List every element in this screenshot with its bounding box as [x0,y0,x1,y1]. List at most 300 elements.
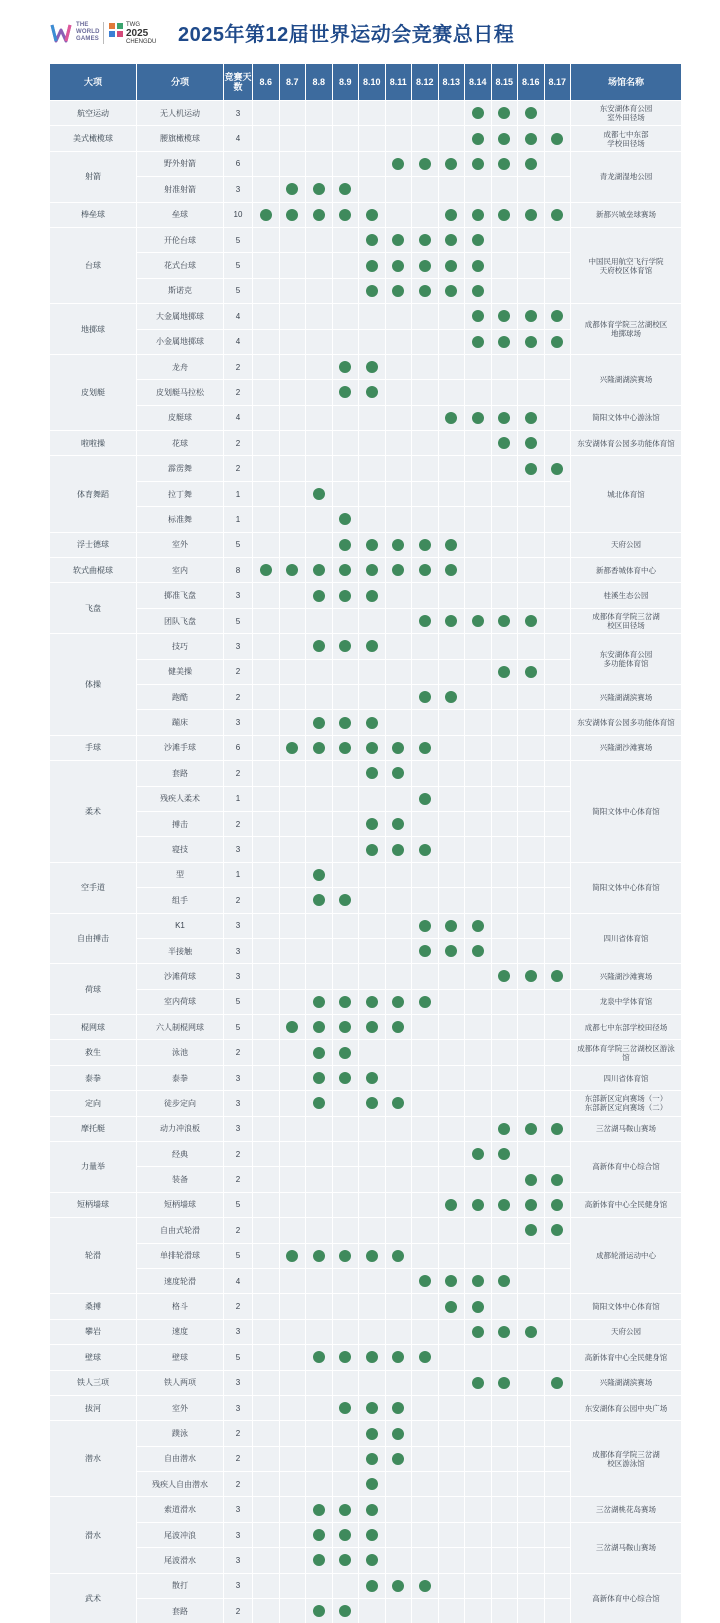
date-cell [306,1320,332,1344]
discipline-cell: 尾波滑水 [137,1548,223,1572]
date-cell [492,1472,518,1496]
sport-cell: 摩托艇 [50,1117,136,1141]
competition-day-dot [339,1402,351,1414]
date-cell [359,863,385,887]
days-cell: 3 [224,1371,252,1395]
competition-day-dot [313,869,325,881]
date-cell [439,863,465,887]
date-cell [333,456,359,480]
date-cell [545,1142,571,1166]
date-cell [492,609,518,633]
date-cell [386,1472,412,1496]
competition-day-dot [525,1174,537,1186]
date-cell [518,914,544,938]
date-cell [253,1142,279,1166]
date-cell [306,456,332,480]
date-cell [280,863,306,887]
date-cell [439,406,465,430]
date-cell [439,482,465,506]
chengdu-logo-top: TWG [126,22,140,28]
competition-day-dot [366,640,378,652]
date-cell [518,507,544,531]
date-cell [439,1497,465,1521]
competition-day-dot [339,361,351,373]
competition-day-dot [525,209,537,221]
days-cell: 2 [224,1472,252,1496]
date-cell [465,1345,491,1369]
date-cell [465,507,491,531]
date-cell [280,330,306,354]
date-cell [518,1574,544,1598]
date-cell [412,609,438,633]
competition-day-dot [392,844,404,856]
date-cell [386,253,412,277]
date-cell [465,1142,491,1166]
date-cell [545,279,571,303]
days-cell: 3 [224,1066,252,1090]
date-cell [359,126,385,150]
date-cell [386,1117,412,1141]
date-cell [359,507,385,531]
sport-cell: 泰拳 [50,1066,136,1090]
discipline-cell: 室内荷球 [137,990,223,1014]
date-cell [439,203,465,227]
competition-day-dot [366,742,378,754]
date-cell [280,1066,306,1090]
date-cell [412,1447,438,1471]
days-cell: 2 [224,1218,252,1242]
date-cell [439,1599,465,1623]
date-cell [386,228,412,252]
sport-cell: 短柄墙球 [50,1193,136,1217]
date-cell [359,431,385,455]
date-cell [253,1472,279,1496]
competition-day-dot [366,1021,378,1033]
discipline-cell: 短柄墙球 [137,1193,223,1217]
competition-day-dot [339,1504,351,1516]
venue-cell: 桂溪生态公园 [571,583,681,607]
discipline-cell: 斯诺克 [137,279,223,303]
date-cell [518,1142,544,1166]
competition-day-dot [525,412,537,424]
date-cell [465,1371,491,1395]
sport-cell: 轮滑 [50,1218,136,1293]
competition-day-dot [366,996,378,1008]
date-cell [439,1269,465,1293]
date-cell [465,1447,491,1471]
date-cell [306,1574,332,1598]
competition-day-dot [445,1199,457,1211]
date-cell [253,914,279,938]
competition-day-dot [313,564,325,576]
sport-cell: 体育舞蹈 [50,456,136,531]
discipline-cell: 尾波冲浪 [137,1523,223,1547]
date-cell [333,1574,359,1598]
date-cell [253,355,279,379]
competition-day-dot [419,945,431,957]
date-cell [280,914,306,938]
date-cell [465,1040,491,1064]
days-cell: 5 [224,253,252,277]
date-cell [359,228,385,252]
date-cell [545,1040,571,1064]
date-cell [465,914,491,938]
date-cell [518,431,544,455]
discipline-cell: 套路 [137,761,223,785]
date-cell [253,761,279,785]
date-cell [280,1396,306,1420]
date-cell [412,1269,438,1293]
date-cell [465,1294,491,1318]
date-cell [333,1015,359,1039]
date-cell [253,330,279,354]
date-cell [333,1167,359,1191]
date-cell [306,1142,332,1166]
discipline-cell: 自由潜水 [137,1447,223,1471]
date-cell [518,736,544,760]
date-cell [359,837,385,861]
date-cell [386,863,412,887]
date-cell [412,431,438,455]
date-cell [492,990,518,1014]
date-cell [545,126,571,150]
date-cell [280,1040,306,1064]
date-cell [253,177,279,201]
competition-day-dot [392,539,404,551]
date-cell [280,736,306,760]
date-cell [359,279,385,303]
competition-day-dot [472,1301,484,1313]
date-cell [412,1574,438,1598]
date-cell [306,558,332,582]
date-cell [492,939,518,963]
date-cell [465,1269,491,1293]
date-cell [253,939,279,963]
date-cell [306,812,332,836]
date-cell [492,380,518,404]
date-cell [386,1599,412,1623]
date-cell [386,558,412,582]
date-cell [306,406,332,430]
discipline-cell: 龙舟 [137,355,223,379]
date-cell [492,634,518,658]
date-cell [412,152,438,176]
venue-cell: 中国民用航空飞行学院 天府校区体育馆 [571,228,681,303]
days-cell: 2 [224,1294,252,1318]
date-cell [333,787,359,811]
competition-day-dot [525,615,537,627]
date-cell [280,1142,306,1166]
date-cell [465,228,491,252]
date-cell [492,1142,518,1166]
date-cell [518,583,544,607]
date-cell [412,1320,438,1344]
date-cell [465,203,491,227]
date-cell [545,888,571,912]
date-cell [333,812,359,836]
competition-day-dot [366,767,378,779]
date-cell [412,558,438,582]
competition-day-dot [313,1021,325,1033]
date-cell [280,964,306,988]
date-cell [306,710,332,734]
venue-cell: 四川省体育馆 [571,914,681,964]
date-cell [492,837,518,861]
date-cell [439,456,465,480]
date-cell [306,431,332,455]
date-cell [545,1447,571,1471]
date-cell [492,1294,518,1318]
date-cell [333,431,359,455]
competition-day-dot [525,158,537,170]
competition-day-dot [551,336,563,348]
date-cell [333,634,359,658]
competition-day-dot [472,336,484,348]
date-cell [359,1371,385,1395]
date-cell [333,1218,359,1242]
date-cell [333,558,359,582]
date-cell [545,1066,571,1090]
days-cell: 1 [224,787,252,811]
date-cell [253,482,279,506]
date-cell [465,761,491,785]
date-cell [359,609,385,633]
date-cell [359,914,385,938]
competition-day-dot [525,1224,537,1236]
venue-cell: 兴隆湖湖滨赛场 [571,685,681,709]
date-cell [386,533,412,557]
date-cell [386,380,412,404]
venue-cell: 简阳文体中心体育馆 [571,1294,681,1318]
competition-day-dot [313,742,325,754]
discipline-cell: K1 [137,914,223,938]
date-cell [545,812,571,836]
date-cell [465,1091,491,1115]
date-cell [412,761,438,785]
date-cell [306,1244,332,1268]
date-cell [306,1345,332,1369]
competition-day-dot [392,564,404,576]
competition-day-dot [445,1301,457,1313]
chengdu-logo-text [126,22,156,46]
discipline-cell: 室内 [137,558,223,582]
days-cell: 3 [224,634,252,658]
world-games-logo-text: THE WORLD GAMES [76,22,100,42]
competition-day-dot [366,1554,378,1566]
date-cell [518,837,544,861]
competition-day-dot [366,260,378,272]
date-cell [545,1396,571,1420]
competition-day-dot [445,285,457,297]
competition-day-dot [286,1021,298,1033]
competition-day-dot [313,1072,325,1084]
date-cell [465,152,491,176]
competition-day-dot [260,564,272,576]
date-cell [518,710,544,734]
competition-day-dot [551,1123,563,1135]
date-cell [492,1269,518,1293]
date-cell [412,1066,438,1090]
date-cell [545,304,571,328]
date-cell [359,1472,385,1496]
date-cell [545,939,571,963]
competition-day-dot [286,1250,298,1262]
date-cell [333,1523,359,1547]
sport-cell: 软式曲棍球 [50,558,136,582]
date-cell [359,787,385,811]
date-cell [492,1218,518,1242]
date-cell [306,1523,332,1547]
date-cell [386,1294,412,1318]
date-cell [412,1472,438,1496]
sport-cell: 棒垒球 [50,203,136,227]
date-cell [492,126,518,150]
date-cell [386,1015,412,1039]
schedule-table [50,64,675,1623]
days-cell: 2 [224,888,252,912]
competition-day-dot [339,539,351,551]
discipline-cell: 格斗 [137,1294,223,1318]
venue-cell: 兴隆湖沙滩赛场 [571,964,681,988]
date-cell [412,228,438,252]
date-cell [333,507,359,531]
days-cell: 3 [224,914,252,938]
date-cell [306,1371,332,1395]
venue-cell: 简阳文体中心游泳馆 [571,406,681,430]
competition-day-dot [445,920,457,932]
date-cell [545,964,571,988]
date-cell [545,1548,571,1572]
date-cell [359,583,385,607]
header-date: 8.16 [518,64,544,100]
competition-day-dot [472,615,484,627]
competition-day-dot [366,590,378,602]
date-cell [545,1497,571,1521]
date-cell [412,456,438,480]
date-cell [492,177,518,201]
date-cell [412,507,438,531]
date-cell [359,1040,385,1064]
date-cell [439,787,465,811]
competition-day-dot [419,742,431,754]
date-cell [333,126,359,150]
days-cell: 2 [224,1447,252,1471]
venue-cell: 东安湖体育公园多功能体育馆 [571,431,681,455]
days-cell: 5 [224,279,252,303]
discipline-cell: 沙滩荷球 [137,964,223,988]
date-cell [518,1066,544,1090]
date-cell [253,101,279,125]
date-cell [280,1218,306,1242]
date-cell [518,355,544,379]
date-cell [439,177,465,201]
date-cell [492,583,518,607]
date-cell [439,533,465,557]
competition-day-dot [339,996,351,1008]
date-cell [253,660,279,684]
date-cell [518,1015,544,1039]
date-cell [306,1015,332,1039]
competition-day-dot [551,970,563,982]
competition-day-dot [392,996,404,1008]
competition-day-dot [392,1453,404,1465]
date-cell [280,812,306,836]
days-cell: 1 [224,482,252,506]
date-cell [386,914,412,938]
competition-day-dot [419,793,431,805]
date-cell [439,1167,465,1191]
date-cell [386,1142,412,1166]
date-cell [545,1472,571,1496]
competition-day-dot [339,1554,351,1566]
date-cell [412,1371,438,1395]
date-cell [518,1117,544,1141]
competition-day-dot [366,1504,378,1516]
discipline-cell: 跑酷 [137,685,223,709]
days-cell: 8 [224,558,252,582]
competition-day-dot [419,158,431,170]
competition-day-dot [498,107,510,119]
discipline-cell: 室外 [137,533,223,557]
competition-day-dot [419,285,431,297]
date-cell [386,609,412,633]
date-cell [386,1066,412,1090]
date-cell [253,1548,279,1572]
competition-day-dot [339,386,351,398]
date-cell [465,1117,491,1141]
date-cell [280,203,306,227]
date-cell [439,228,465,252]
date-cell [518,456,544,480]
venue-cell: 三岔湖马鞍山赛场 [571,1117,681,1141]
date-cell [518,533,544,557]
date-cell [439,507,465,531]
date-cell [280,1599,306,1623]
date-cell [386,1269,412,1293]
discipline-cell: 掷准飞盘 [137,583,223,607]
date-cell [253,1167,279,1191]
date-cell [545,482,571,506]
date-cell [280,507,306,531]
date-cell [386,177,412,201]
date-cell [359,1269,385,1293]
date-cell [545,177,571,201]
date-cell [280,787,306,811]
date-cell [465,583,491,607]
venue-cell: 成都体育学院三岔湖校区游泳馆 [571,1040,681,1064]
date-cell [412,330,438,354]
date-cell [412,736,438,760]
date-cell [412,203,438,227]
date-cell [306,279,332,303]
days-cell: 3 [224,1091,252,1115]
date-cell [492,812,518,836]
date-cell [253,1345,279,1369]
discipline-cell: 型 [137,863,223,887]
date-cell [386,355,412,379]
date-cell [545,355,571,379]
date-cell [465,101,491,125]
date-cell [518,787,544,811]
competition-day-dot [551,1377,563,1389]
sport-cell: 潜水 [50,1421,136,1496]
venue-cell: 简阳文体中心体育馆 [571,761,681,862]
date-cell [386,761,412,785]
date-cell [333,1269,359,1293]
date-cell [518,1472,544,1496]
date-cell [359,888,385,912]
venue-cell: 青龙湖湿地公园 [571,152,681,202]
